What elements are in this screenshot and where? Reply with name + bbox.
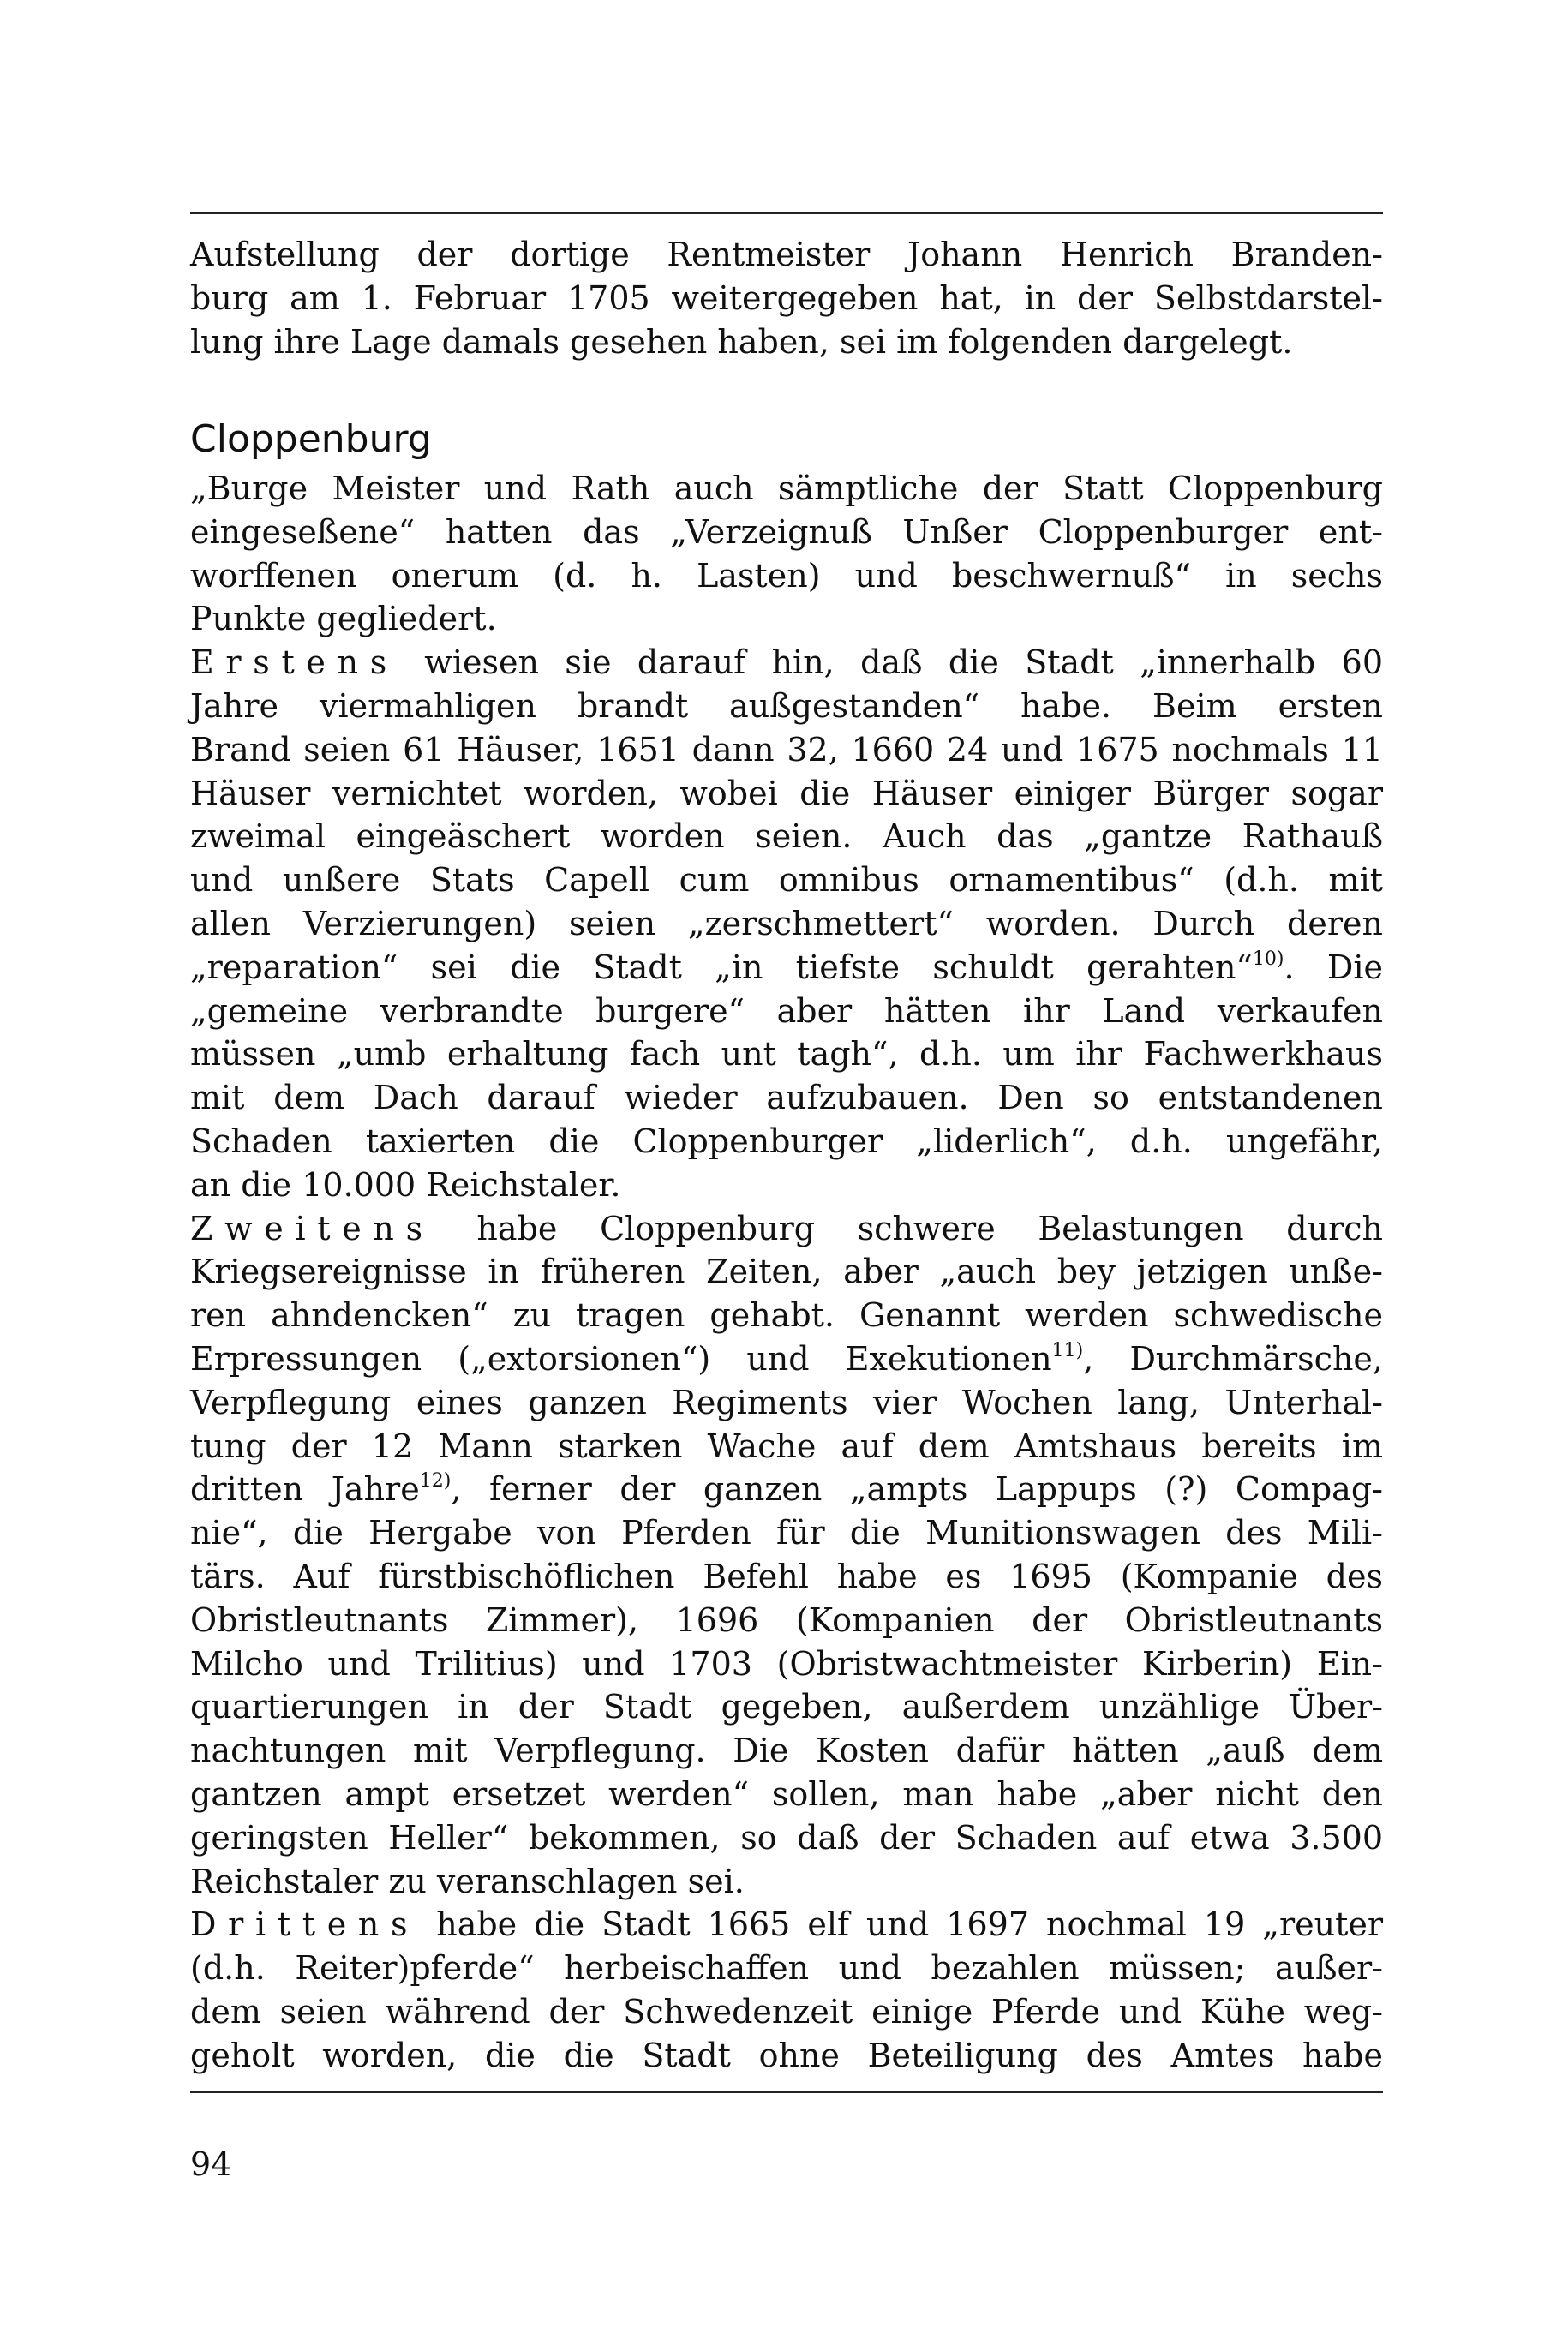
text-line: geringsten Heller“ bekommen, so daß der Schaden auf etwa 3.500 <box>190 1818 1383 1857</box>
line-text: habe die Stadt 1665 elf und 1697 nochmal 19 „reuter <box>419 1905 1383 1944</box>
line-text: habe Cloppenburg schwere Belastungen durch <box>434 1209 1383 1247</box>
top-rule <box>190 212 1383 214</box>
text-line <box>190 1337 1383 1381</box>
footnote-marker: 10) <box>1252 948 1284 970</box>
text-line: mit dem Dach darauf wieder aufzubauen. Den so entstandenen <box>190 1079 1383 1117</box>
text-line: und unßere Stats Capell cum omnibus ornamentibus“ (d.h. mit <box>190 861 1383 900</box>
section-heading: Cloppenburg <box>190 417 432 461</box>
text-line: lung ihre Lage damals gesehen haben, sei im folgenden dargelegt. <box>190 322 1293 361</box>
text-line <box>190 641 1383 685</box>
text-line: Reichstaler zu veranschlagen sei. <box>190 1862 745 1900</box>
text-line <box>190 946 1383 990</box>
text-line: nie“, die Hergabe von Pferden für die Munitionswagen des Mili- <box>190 1514 1383 1552</box>
text-line: geholt worden, die die Stadt ohne Beteiligung des Amtes habe <box>190 2036 1383 2074</box>
text-line: Schaden taxierten die Cloppenburger „liderlich“, d.h. ungefähr, <box>190 1122 1383 1160</box>
section-body <box>190 467 1383 2077</box>
bottom-rule <box>190 2091 1383 2093</box>
text-line: quartierungen in der Stadt gegeben, außerdem unzählige Über- <box>190 1688 1383 1726</box>
text-line <box>190 1903 1383 1947</box>
line-text: dritten Jahre <box>190 1470 420 1509</box>
text-line: ren ahndencken“ zu tragen gehabt. Genannt werden schwedische <box>190 1296 1383 1335</box>
line-text: „reparation“ sei die Stadt „in tiefste schuldt gerahten“ <box>190 948 1253 986</box>
text-line: gantzen ampt ersetzet werden“ sollen, man habe „aber nicht den <box>190 1774 1383 1813</box>
intro-paragraph <box>190 233 1383 363</box>
text-line: worffenen onerum (d. h. Lasten) und beschwernuß“ in sechs <box>190 556 1383 595</box>
text-line: Kriegsereignisse in früheren Zeiten, aber „auch bey jetzigen unße- <box>190 1253 1383 1291</box>
text-line: tärs. Auf fürstbischöflichen Befehl habe es 1695 (Kompanie des <box>190 1557 1383 1595</box>
text-line: zweimal eingeäschert worden seien. Auch das „gantze Rathauß <box>190 817 1383 856</box>
text-line: (d.h. Reiter)pferde“ herbeischaffen und bezahlen müssen; außer- <box>190 1949 1383 1988</box>
text-line: „Burge Meister und Rath auch sämptliche der Statt Cloppenburg <box>190 470 1383 507</box>
text-line: „gemeine verbrandte burgere“ aber hätten ihr Land verkaufen <box>190 991 1383 1030</box>
spaced-keyword: Zweitens <box>190 1209 434 1247</box>
line-text: . Die <box>1284 948 1383 986</box>
footnote-marker: 12) <box>419 1470 452 1493</box>
text-line: müssen „umb erhaltung fach unt tagh“, d.h. um ihr Fachwerkhaus <box>190 1035 1383 1074</box>
text-line: Jahre viermahligen brandt außgestanden“ habe. Beim ersten <box>190 686 1383 725</box>
footnote-marker: 11) <box>1051 1340 1084 1362</box>
text-line: Verpflegung eines ganzen Regiments vier Wochen lang, Unterhal- <box>190 1383 1383 1421</box>
page-number: 94 <box>190 2145 232 2183</box>
text-line: tung der 12 Mann starken Wache auf dem Amtshaus bereits im <box>190 1427 1383 1465</box>
line-text: wiesen sie darauf hin, daß die Stadt „innerhalb 60 <box>398 643 1383 682</box>
text-line: burg am 1. Februar 1705 weitergegeben hat, in der Selbstdarstel- <box>190 278 1383 317</box>
line-text: Erpressungen („extorsionen“) und Exekutionen <box>190 1339 1052 1378</box>
text-line: Aufstellung der dortige Rentmeister Johann Henrich Branden- <box>190 236 1383 273</box>
line-text: , Durchmärsche, <box>1083 1339 1383 1378</box>
text-line: Brand seien 61 Häuser, 1651 dann 32, 1660 24 und 1675 nochmals 11 <box>190 730 1383 769</box>
line-text: , ferner der ganzen „ampts Lappups (?) Compag- <box>451 1470 1383 1509</box>
text-line: Punkte gegliedert. <box>190 600 497 638</box>
text-line: Obristleutnants Zimmer), 1696 (Kompanien der Obristleutnants <box>190 1600 1383 1639</box>
text-line: nachtungen mit Verpflegung. Die Kosten dafür hätten „auß dem <box>190 1732 1383 1770</box>
text-line: an die 10.000 Reichstaler. <box>190 1165 621 1204</box>
text-line: eingeseßene“ hatten das „Verzeignuß Unßer Cloppenburger ent- <box>190 512 1383 551</box>
spaced-keyword: Erstens <box>190 643 398 682</box>
text-line: dem seien während der Schwedenzeit einige Pferde und Kühe weg- <box>190 1992 1383 2031</box>
text-line: Milcho und Trilitius) und 1703 (Obristwachtmeister Kirberin) Ein- <box>190 1644 1383 1683</box>
text-line <box>190 1468 1383 1511</box>
text-line: Häuser vernichtet worden, wobei die Häuser einiger Bürger sogar <box>190 774 1383 812</box>
text-line <box>190 1207 1383 1251</box>
text-line: allen Verzierungen) seien „zerschmettert“ worden. Durch deren <box>190 904 1383 942</box>
spaced-keyword: Drittens <box>190 1905 420 1944</box>
